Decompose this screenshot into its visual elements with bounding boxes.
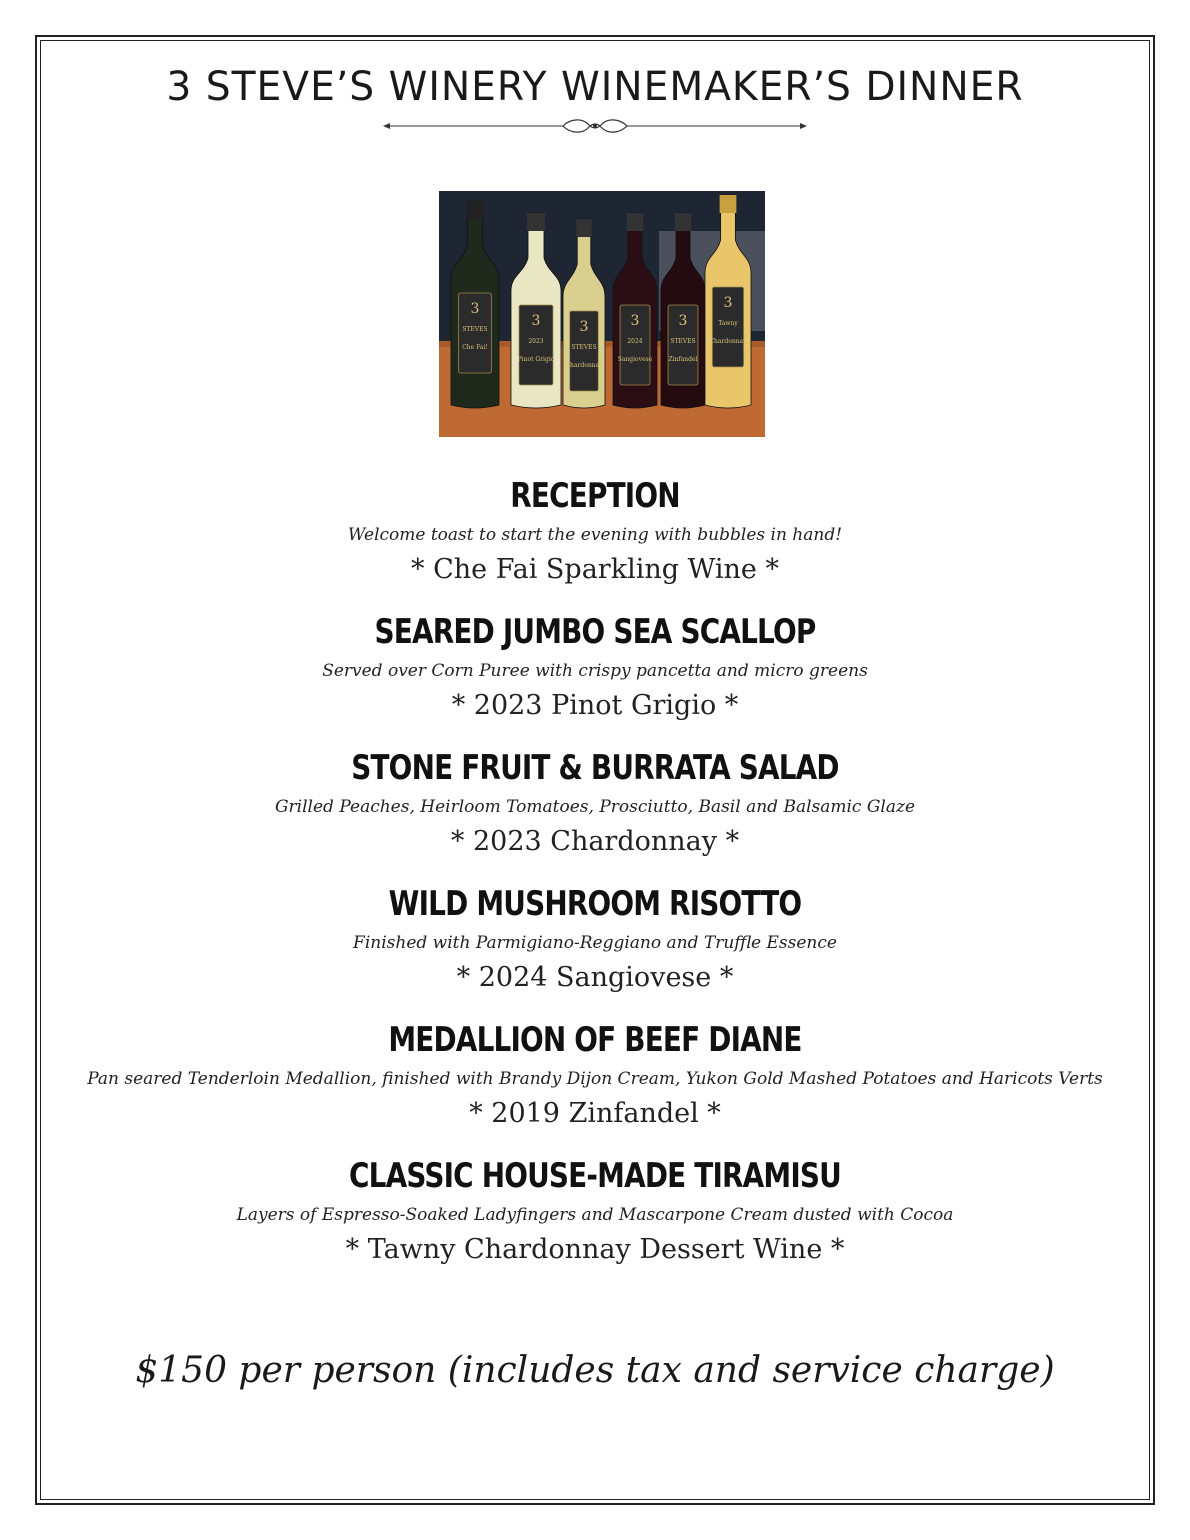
page-title: 3 STEVE’S WINERY WINEMAKER’S DINNER [166, 64, 1024, 110]
course-wine-pairing: * 2024 Sangiovese * [456, 962, 734, 993]
bottle-label-text: STEVES [462, 326, 488, 333]
course-scallop [0, 606, 1190, 728]
course-description: Grilled Peaches, Heirloom Tomatoes, Prosciutto, Basil and Balsamic Glaze [274, 797, 916, 817]
bottle-label-text: STEVES [571, 344, 597, 351]
bottle-label-text: 3 [579, 319, 589, 335]
bottle-label-text: 3 [678, 313, 688, 329]
bottle-label-text: Sangiovese [617, 356, 653, 363]
title-flourish-divider [383, 116, 807, 136]
bottle-label-text: 3 [470, 301, 480, 317]
wine-bottles-illustration [439, 191, 765, 437]
course-wine-pairing: * 2019 Zinfandel * [469, 1098, 721, 1129]
course-wine-pairing: * 2023 Pinot Grigio * [451, 690, 739, 721]
course-title: WILD MUSHROOM RISOTTO [388, 884, 802, 924]
course-title: STONE FRUIT & BURRATA SALAD [351, 748, 839, 788]
course-beef [0, 1014, 1190, 1136]
price-note: $150 per person (includes tax and service charge) [135, 1350, 1055, 1391]
bottle-label-text: Chardonnay [565, 362, 603, 369]
wine-bottles-photo [439, 191, 765, 437]
bottle-label-text: Che Fai! [462, 344, 488, 351]
course-risotto [0, 878, 1190, 1000]
course-tiramisu [0, 1150, 1190, 1272]
course-title: CLASSIC HOUSE-MADE TIRAMISU [349, 1156, 841, 1196]
course-description: Pan seared Tenderloin Medallion, finished with Brandy Dijon Cream, Yukon Gold Mashed Potatoes and Haricots Verts [87, 1069, 1103, 1089]
course-title: MEDALLION OF BEEF DIANE [388, 1020, 802, 1060]
course-reception [0, 470, 1190, 592]
course-wine-pairing: * Tawny Chardonnay Dessert Wine * [345, 1234, 845, 1265]
menu-course-list [0, 470, 1190, 1286]
bottle-label-text: Pinot Grigio [517, 356, 555, 363]
course-salad [0, 742, 1190, 864]
course-description: Layers of Espresso-Soaked Ladyfingers and Mascarpone Cream dusted with Cocoa [236, 1205, 954, 1225]
bottle-label-text: 3 [531, 313, 541, 329]
course-title: SEARED JUMBO SEA SCALLOP [374, 612, 816, 652]
bottle-label-text: 2023 [528, 338, 544, 345]
bottle-label-text: 3 [723, 295, 733, 311]
course-title: RECEPTION [510, 476, 680, 516]
course-description: Welcome toast to start the evening with bubbles in hand! [347, 525, 843, 545]
bottle-label-text: Tawny [718, 320, 738, 327]
bottle-label-text: 3 [630, 313, 640, 329]
bottle-label-text: Chardonnay [709, 338, 747, 345]
bottle-label-text: STEVES [670, 338, 696, 345]
course-description: Served over Corn Puree with crispy pancetta and micro greens [322, 661, 868, 681]
course-wine-pairing: * Che Fai Sparkling Wine * [411, 554, 779, 585]
bottle-label-text: Zinfandel [668, 356, 698, 363]
bottle-label-text: 2024 [627, 338, 643, 345]
course-wine-pairing: * 2023 Chardonnay * [450, 826, 740, 857]
course-description: Finished with Parmigiano-Reggiano and Truffle Essence [353, 933, 837, 953]
